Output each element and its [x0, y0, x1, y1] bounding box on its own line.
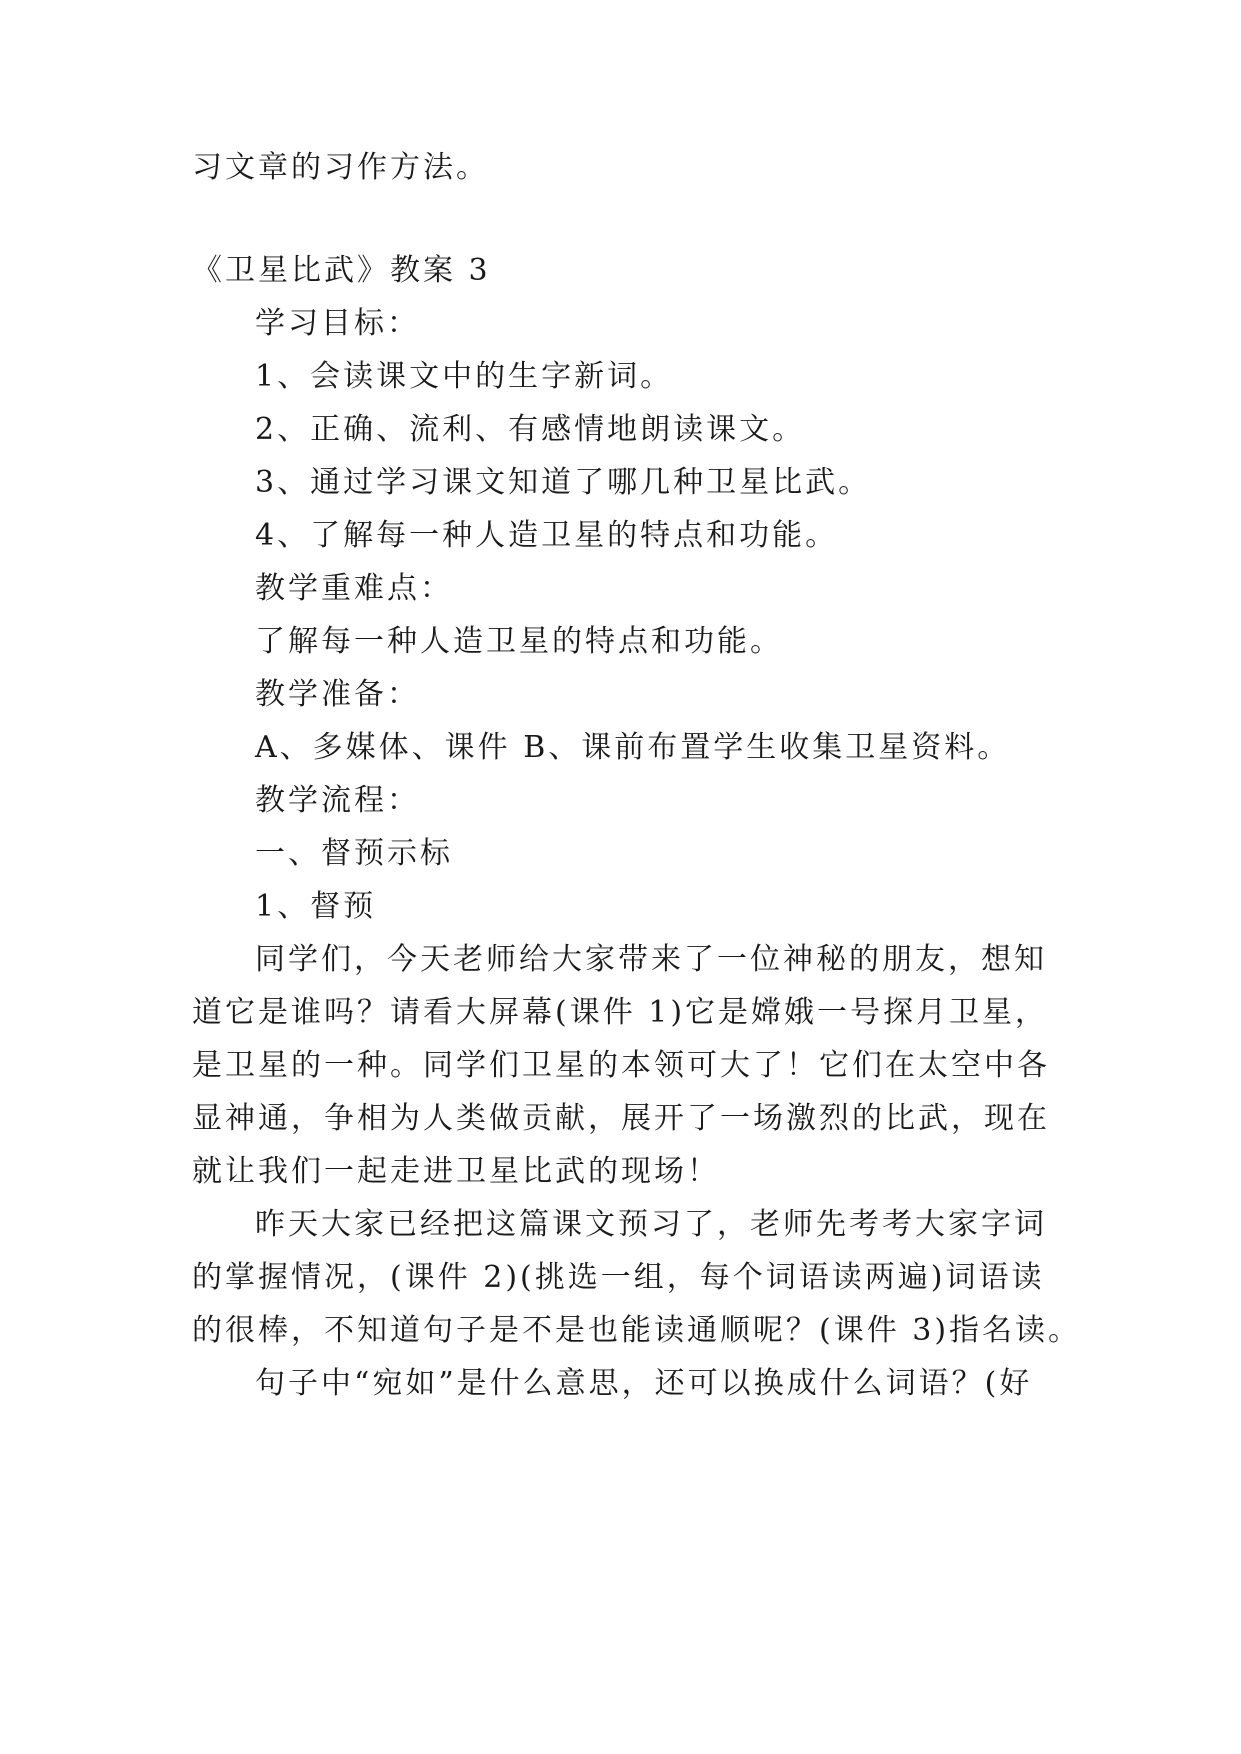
- paragraph-line: 的很棒，不知道句子是不是也能读通顺呢？(课件 3)指名读。: [192, 1313, 1082, 1348]
- objective-item: 1、会读课文中的生字新词。: [255, 359, 674, 394]
- heading-preparation: 教学准备：: [255, 677, 420, 712]
- paragraph-line: 就让我们一起走进卫星比武的现场！: [192, 1154, 720, 1189]
- paragraph-line: 昨天大家已经把这篇课文预习了，老师先考考大家字词: [255, 1207, 1047, 1242]
- subheading-step-one: 一、督预示标: [255, 836, 453, 871]
- paragraph-line: 习文章的习作方法。: [192, 150, 489, 185]
- paragraph-line: 同学们，今天老师给大家带来了一位神秘的朋友，想知: [255, 942, 1047, 977]
- subheading-step-item: 1、督预: [255, 889, 377, 924]
- paragraph-line: 句子中“宛如”是什么意思，还可以换成什么词语？(好: [255, 1366, 1033, 1401]
- objective-item: 2、正确、流利、有感情地朗读课文。: [255, 412, 806, 447]
- heading-process: 教学流程：: [255, 783, 420, 818]
- paragraph-line: A、多媒体、课件 B、课前布置学生收集卫星资料。: [255, 730, 1011, 765]
- heading-key-points: 教学重难点：: [255, 571, 453, 606]
- paragraph-line: 是卫星的一种。同学们卫星的本领可大了！它们在太空中各: [192, 1048, 1050, 1083]
- paragraph-line: 了解每一种人造卫星的特点和功能。: [255, 624, 783, 659]
- section-title: 《卫星比武》教案 3: [192, 253, 491, 288]
- paragraph-line: 道它是谁吗？请看大屏幕(课件 1)它是嫦娥一号探月卫星，: [192, 995, 1049, 1030]
- heading-learning-objectives: 学习目标：: [255, 306, 420, 341]
- objective-item: 3、通过学习课文知道了哪几种卫星比武。: [255, 465, 872, 500]
- paragraph-line: 的掌握情况，(课件 2)(挑选一组，每个词语读两遍)词语读: [192, 1260, 1045, 1295]
- objective-item: 4、了解每一种人造卫星的特点和功能。: [255, 518, 839, 553]
- paragraph-line: 显神通，争相为人类做贡献，展开了一场激烈的比武，现在: [192, 1101, 1050, 1136]
